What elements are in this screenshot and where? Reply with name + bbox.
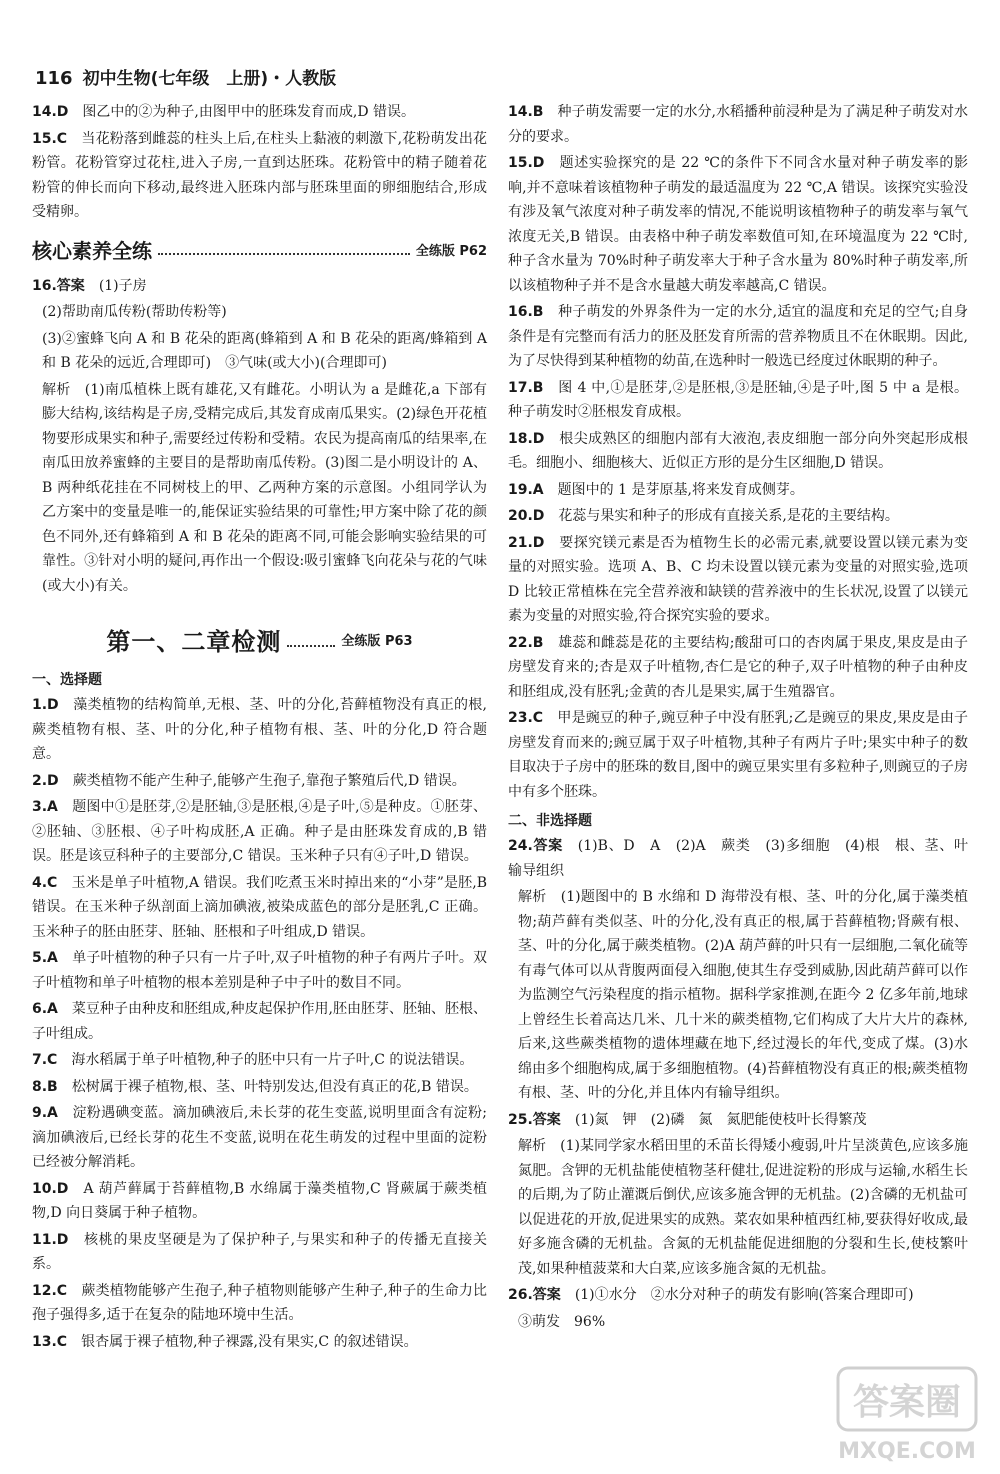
answer-item: 2.D 蕨类植物不能产生种子,能够产生孢子,靠孢子繁殖后代,D 错误。	[32, 772, 466, 789]
answer-item: 1.D 藻类植物的结构简单,无根、茎、叶的分化,苔藓植物没有真正的根,蕨类植物有根、茎、叶的分化,种子植物有根、茎、叶的分化,D 符合题意。	[32, 697, 487, 762]
answer-line: (3)②蜜蜂飞向 A 和 B 花朵的距离(蜂箱到 A 和 B 花朵的距离/蜂箱到 A 和 B 花朵的远近,合理即可) ③气味(或大小)(合理即可)	[42, 330, 492, 371]
answer-item: 10.D A 葫芦藓属于苔藓植物,B 水绵属于藻类植物,C 肾蕨属于蕨类植物,D 向日葵属于种子植物。	[32, 1180, 487, 1221]
part-heading: 一、选择题	[32, 672, 102, 688]
section-ref: 全练版 P62	[415, 243, 487, 259]
answer-item: 21.D 要探究镁元素是否为植物生长的必需元素,就要设置以镁元素为变量的对照实验。选项 A、B、C 均未设置以镁元素为变量的对照实验,选项 D 比较正常植株在完全营养液和缺镁的营养液中的生长状况,设置了以镁元素为变量的对照实验,符合探究实验的要求。	[508, 534, 973, 624]
answer-item: 14.D 图乙中的②为种子,由图甲中的胚珠发育而成,D 错误。	[32, 104, 415, 120]
answer-item: 22.B 雄蕊和雌蕊是花的主要结构;酸甜可口的杏肉属于果皮,果皮是由子房壁发育来的;杏是双子叶植物,杏仁是它的种子,双子叶植物的种子由种皮和胚组成,没有胚乳;金黄的杏儿是果实,属于生殖器官。	[508, 634, 968, 700]
answer-item: 16.B 种子萌发的外界条件为一定的水分,适宜的温度和充足的空气;自身条件是有完整而有活力的胚及胚发育所需的营养物质且不在休眠期。因此,为了尽快得到某种植物的幼苗,在选种时一般选已经度过休眠期的种子。	[508, 304, 968, 369]
part-heading: 二、非选择题	[508, 813, 592, 829]
section-title: 核心素养全练	[32, 238, 152, 263]
answer-item: 16.答案 (1)子房	[32, 277, 147, 294]
answer-list	[508, 100, 973, 804]
book-title: 初中生物(七年级 上册)・人教版	[82, 69, 337, 89]
answer-item: 7.C 海水稻属于单子叶植物,种子的胚中只有一片子叶,C 的说法错误。	[32, 1052, 474, 1068]
answer-item: 8.B 松树属于裸子植物,根、茎、叶特别发达,但没有真正的花,B 错误。	[32, 1078, 478, 1095]
analysis: 解析 (1)南瓜植株上既有雄花,又有雌花。小明认为 a 是雌花,a 下部有膨大结构,该结构是子房,受精完成后,其发育成南瓜果实。(2)绿色开花植物要形成果实和种子,需要经过传粉和受精。农民为提高南瓜的结果率,在南瓜田放养蜜蜂的主要目的是帮助南瓜传粉。(3)图二是小明设计的 A、B 两种纸花挂在不同树枝上的甲、乙两种方案的示意图。小组同学认为乙方案中的变量是唯一的,能保证实验结果的可靠性;甲方案中除了花的颜色不同外,还有蜂箱到 A 和 B 花朵的距离不同,可能会影响实验结果的可靠性。③针对小明的疑问,再作出一个假设:吸引蜜蜂飞向花朵与花的气味(或大小)有关。	[42, 381, 487, 594]
chapter-title: 第一、二章检测	[106, 628, 282, 656]
answer-item: 4.C 玉米是单子叶植物,A 错误。我们吃煮玉米时掉出来的“小芽”是胚,B 错误。在玉米种子纵剖面上滴加碘液,被染成蓝色的部分是胚乳,C 正确。玉米种子的胚由胚芽、胚轴、胚根和子叶组成,D 错误。	[32, 874, 492, 940]
answer-item: 17.B 图 4 中,①是胚芽,②是胚根,③是胚轴,④是子叶,图 5 中 a 是根。种子萌发时②胚根发育成根。	[508, 379, 968, 420]
leader-dots	[287, 633, 335, 647]
leader-dots	[158, 243, 410, 255]
right-column	[508, 100, 982, 1336]
answer-line: ③萌发 96%	[518, 1313, 606, 1330]
page-number: 116	[35, 68, 73, 89]
analysis: 解析 (1)题图中的 B 水绵和 D 海带没有根、茎、叶的分化,属于藻类植物;葫芦藓有类似茎、叶的分化,没有真正的根,属于苔藓植物;肾蕨有根、茎、叶的分化,属于蕨类植物。(2)A 葫芦藓的叶只有一层细胞,二氧化硫等有毒气体可以从背腹两面侵入细胞,使其生存受到威胁,因此葫芦藓可以作为监测空气污染程度的指示植物。据科学家推测,在距今 2 亿多年前,地球上曾经生长着高达几米、几十米的蕨类植物,它们构成了大片大片的森林,后来,这些蕨类植物的遗体埋藏在地下,经过漫长的年代,变成了煤。(3)水绵由多个细胞构成,属于多细胞植物。(4)苔藓植物没有真正的根;蕨类植物有根、茎、叶的分化,并且体内有输导组织。	[518, 889, 969, 1101]
svg-text:答案圈: 答案圈	[852, 1382, 962, 1423]
answer-item: 15.D 题述实验探究的是 22 ℃的条件下不同含水量对种子萌发率的影响,并不意味着该植物种子萌发的最适温度为 22 ℃,A 错误。该探究实验没有涉及氧气浓度对种子萌发率的情况,不能说明该植物种子的萌发率与氧气浓度无关,B 错误。由表格中种子萌发率数值可知,在环境温度为 22 ℃时,种子含水量为 70%时种子萌发率大于种子含水量为 80%时种子萌发率,所以该植物种子并不是含水量越大萌发率越高,C 错误。	[508, 155, 969, 294]
page-header	[35, 64, 975, 89]
chapter-heading	[32, 622, 487, 657]
answer-item: 6.A 菜豆种子由种皮和胚组成,种皮起保护作用,胚由胚芽、胚轴、胚根、子叶组成。	[32, 1001, 487, 1042]
section-heading	[32, 235, 487, 264]
answer-item: 3.A 题图中①是胚芽,②是胚轴,③是胚根,④是子叶,⑤是种皮。①胚芽、②胚轴、③胚根、④子叶构成胚,A 正确。种子是由胚珠发育成的,B 错误。胚是该豆科种子的主要部分,C 错误。玉米种子只有④子叶,D 错误。	[32, 799, 487, 864]
answer-item: 26.答案 (1)①水分 ②水分对种子的萌发有影响(答案合理即可)	[508, 1287, 914, 1303]
answer-item: 9.A 淀粉遇碘变蓝。滴加碘液后,未长芽的花生变蓝,说明里面含有淀粉;滴加碘液后,已经长芽的花生不变蓝,说明在花生萌发的过程中里面的淀粉已经被分解消耗。	[32, 1105, 487, 1170]
answer-item: 15.C 当花粉落到雌蕊的柱头上后,在柱头上黏液的刺激下,花粉萌发出花粉管。花粉管穿过花柱,进入子房,一直到达胚珠。花粉管中的精子随着花粉管的伸长而向下移动,最终进入胚珠内部与胚珠里面的卵细胞结合,形成受精卵。	[32, 130, 487, 220]
answer-item: 23.C 甲是豌豆的种子,豌豆种子中没有胚乳;乙是豌豆的果皮,果皮是由子房壁发育而来的;豌豆属于双子叶植物,其种子有两片子叶;果实中种子的数目取决于子房中的胚珠的数目,图中的豌豆果实里有多粒种子,则豌豆的子房中有多个胚珠。	[508, 710, 969, 800]
answer-item: 25.答案 (1)氮 钾 (2)磷 氮 氮肥能使枝叶长得繁茂	[508, 1111, 867, 1128]
chapter-ref: 全练版 P63	[341, 634, 413, 649]
answer-item: 11.D 核桃的果皮坚硬是为了保护种子,与果实和种子的传播无直接关系。	[32, 1231, 488, 1272]
answer-item: 12.C 蕨类植物能够产生孢子,种子植物则能够产生种子,种子的生命力比孢子强得多,适于在复杂的陆地环境中生活。	[32, 1282, 487, 1323]
watermark-logo	[832, 1360, 982, 1468]
svg-text:MXQE.COM: MXQE.COM	[838, 1439, 976, 1464]
answer-item: 20.D 花蕊与果实和种子的形成有直接关系,是花的主要结构。	[508, 508, 899, 524]
analysis: 解析 (1)某同学家水稻田里的禾苗长得矮小瘦弱,叶片呈淡黄色,应该多施氮肥。含钾的无机盐能使植物茎秆健壮,促进淀粉的形成与运输,水稻生长的后期,为了防止灌溉后倒伏,应该多施含钾的无机盐。(2)含磷的无机盐可以促进花的开放,促进果实的成熟。菜农如果种植西红柿,要获得好收成,最好多施含磷的无机盐。含氮的无机盐能促进细胞的分裂和生长,使枝繁叶茂,如果种植菠菜和大白菜,应该多施含氮的无机盐。	[518, 1138, 969, 1277]
answer-item: 13.C 银杏属于裸子植物,种子裸露,没有果实,C 的叙述错误。	[32, 1333, 418, 1350]
answer-item: 19.A 题图中的 1 是芽原基,将来发育成侧芽。	[508, 481, 804, 498]
answer-item: 5.A 单子叶植物的种子只有一片子叶,双子叶植物的种子有两片子叶。双子叶植物和单子叶植物的根本差别是种子中子叶的数目不同。	[32, 950, 488, 991]
answer-item: 14.B 种子萌发需要一定的水分,水稻播种前浸种是为了满足种子萌发对水分的要求。	[508, 104, 969, 145]
left-column	[32, 100, 492, 1356]
answer-item: 24.答案 (1)B、D A (2)A 蕨类 (3)多细胞 (4)根 根、茎、叶 输导组织	[508, 838, 982, 879]
answer-line: (2)帮助南瓜传粉(帮助传粉等)	[42, 304, 227, 320]
answer-item: 18.D 根尖成熟区的细胞内部有大液泡,表皮细胞一部分向外突起形成根毛。细胞小、细胞核大、近似正方形的是分生区细胞,D 错误。	[508, 430, 968, 471]
answer-list	[32, 693, 492, 1354]
